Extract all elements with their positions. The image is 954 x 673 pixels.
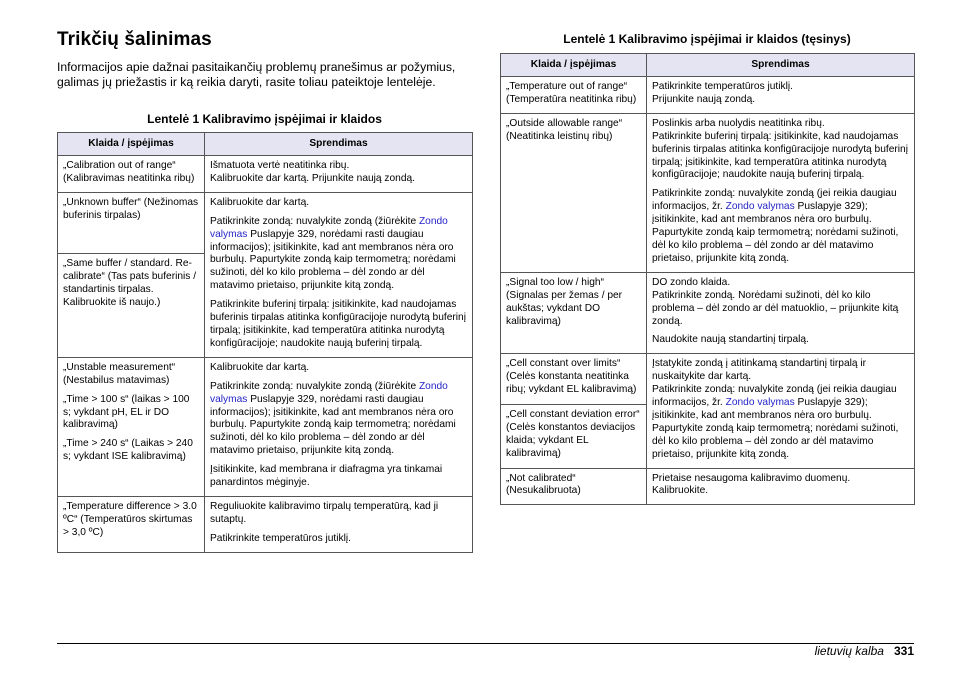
table-row (501, 113, 915, 272)
zondo-valymas-link[interactable]: Zondo valymas (210, 380, 448, 405)
solution-text: Patikrinkite zondą: nuvalykite zondą (jei reikia daugiau informacijos, žr. Zondo valymas Puslapyje 329); įsitikinkite, kad ant membranos nėra oro burbulų. Papurtykite zondą kaip termometrą; norėdami sužinoti, dėl ko kilo problema – dėl zondo ar dėl matavimo prietaiso, prijunkite kitą zondą. (652, 188, 899, 264)
solution-text: Išmatuota vertė neatitinka ribų. Kalibruokite dar kartą. Prijunkite naują zondą. (210, 160, 415, 184)
error-cell (501, 468, 647, 505)
error-text: „Not calibrated“ (Nesukalibruota) (506, 472, 581, 497)
table1-header-solution: Sprendimas (205, 133, 473, 156)
table2-header-error: Klaida / įspėjimas (501, 54, 647, 77)
solution-text: Patikrinkite temperatūros jutiklį. Prijunkite naują zondą. (652, 81, 793, 105)
error-cell (501, 404, 647, 468)
solution-cell (205, 192, 473, 357)
error-text: „Outside allowable range“ (Neatitinka leistinų ribų) (506, 117, 623, 142)
solution-text: Prietaise nesaugoma kalibravimo duomenų. Kalibruokite. (652, 472, 851, 497)
solution-text: Poslinkis arba nuolydis neatitinka ribų. Patikrinkite buferinį tirpalą: įsitikinkite, kad naudojamas buferinis tirpalas atitinka konfigūracijoje nurodytą buferinį tirpalą; įsitikinkite, kad temperatūra atitinka nurodytą konfigūracijoje; naudokite naują buferinį tirpalą. (652, 117, 908, 181)
page-footer (815, 644, 914, 658)
error-text: „Signal too low / high“ (Signalas per žemas / per aukštas; vykdant DO kalibravimą) (506, 276, 623, 327)
calibration-errors-table-continued (500, 53, 915, 505)
solution-cell (205, 496, 473, 552)
solution-text: Kalibruokite dar kartą. (210, 196, 310, 208)
solution-cell (647, 77, 915, 114)
error-cell (501, 77, 647, 114)
table2-header-solution: Sprendimas (647, 54, 915, 77)
footer-divider (57, 643, 914, 644)
table1-header-error: Klaida / įspėjimas (58, 133, 205, 156)
table-row (58, 192, 473, 253)
error-cell (501, 113, 647, 272)
calibration-errors-table (57, 132, 473, 553)
error-text: „Same buffer / standard. Re-calibrate“ (Tas pats buferinis / standartinis tirpalas. Kalibruokite iš naujo.) (63, 257, 197, 308)
error-cell (58, 156, 205, 193)
zondo-valymas-link[interactable]: Zondo valymas (725, 397, 795, 409)
solution-text: Patikrinkite zondą: nuvalykite zondą (žiūrėkite Zondo valymas Puslapyje 329, norėdami rasti daugiau informacijos); įsitikinkite, kad ant membranos nėra oro burbulų. Papurtykite zondą kaip termometrą; norėdami sužinoti, dėl ko kilo problema – dėl zondo ar dėl matavimo prietaiso, prijunkite kitą zondą. (210, 215, 456, 292)
solution-cell (647, 354, 915, 468)
table-row (501, 354, 915, 405)
solution-cell (205, 156, 473, 193)
solution-text: Patikrinkite zondą: nuvalykite zondą (žiūrėkite Zondo valymas Puslapyje 329, norėdami rasti daugiau informacijos); įsitikinkite, kad ant membranos nėra oro burbulų. Papurtykite zondą kaip termometrą; norėdami sužinoti, dėl ko kilo problema – dėl zondo ar dėl matavimo prietaiso, prijunkite kitą zondą. (210, 380, 456, 457)
error-text: „Calibration out of range“ (Kalibravimas neatitinka ribų) (63, 160, 195, 184)
error-text: „Unknown buffer“ (Nežinomas buferinis tirpalas) (63, 196, 199, 221)
table-row (58, 156, 473, 193)
error-text: „Time > 240 s“ (Laikas > 240 s; vykdant ISE kalibravimą) (63, 438, 193, 463)
solution-text: Patikrinkite temperatūros jutiklį. (210, 532, 351, 544)
solution-text: Įstatykite zondą į atitinkamą standartinį tirpalą ir nuskaitykite dar kartą. Patikrinkite zondą: nuvalykite zondą (jei reikia daugiau informacijos, žr. Zondo valymas Puslapyje 329); įsitikinkite, kad ant membranos nėra oro burbulų. Papurtykite zondą kaip termometrą; norėdami sužinoti, dėl ko kilo problema – dėl zondo ar dėl matavimo prietaiso, prijunkite kitą zondą. (652, 358, 899, 460)
footer-language: lietuvių kalba (814, 644, 884, 658)
error-cell (58, 496, 205, 552)
solution-text: Patikrinkite buferinį tirpalą: įsitikinkite, kad naudojamas buferinis tirpalas atitinka konfigūracijoje nurodytą buferinį tirpalą; įsitikinkite, kad temperatūra atitinka nurodytą konfigūracijoje; naudokite naują buferinį tirpalą. (210, 299, 466, 349)
solution-text: Kalibruokite dar kartą. (210, 361, 310, 373)
page-title: Trikčių šalinimas (57, 29, 212, 50)
solution-cell (647, 272, 915, 354)
solution-cell (647, 113, 915, 272)
error-text: „Time > 100 s“ (laikas > 100 s; vykdant pH, EL ir DO kalibravimą) (63, 393, 190, 431)
error-cell (501, 354, 647, 405)
table-row (58, 496, 473, 552)
error-text: „Cell constant deviation error“ (Celės konstantos deviacijos klaida; vykdant EL kalibravimą) (506, 408, 640, 459)
zondo-valymas-link[interactable]: Zondo valymas (725, 201, 795, 213)
error-cell (58, 357, 205, 496)
table2-caption: Lentelė 1 Kalibravimo įspėjimai ir klaidos (tęsinys) (563, 32, 851, 46)
solution-cell (647, 468, 915, 505)
error-cell (58, 253, 205, 357)
solution-text: Įsitikinkite, kad membrana ir diafragma yra tinkamai panardintos mėginyje. (210, 464, 443, 489)
error-text: „Unstable measurement“ (Nestabilus matavimas) (63, 361, 176, 386)
table-row (58, 357, 473, 496)
solution-text: Reguliuokite kalibravimo tirpalų temperatūrą, kad ji sutaptų. (210, 500, 439, 525)
table-row (501, 77, 915, 114)
table-row (501, 272, 915, 354)
error-cell (58, 192, 205, 253)
intro-paragraph: Informacijos apie dažnai pasitaikančių problemų pranešimus ar požymius, galimas jų priežastis ir ką reikia daryti, rasite toliau pateiktoje lentelėje. (57, 60, 456, 90)
error-cell (501, 272, 647, 354)
zondo-valymas-link[interactable]: Zondo valymas (210, 215, 448, 240)
page-number: 331 (893, 644, 914, 658)
error-text: „Temperature out of range“ (Temperatūra neatitinka ribų) (506, 81, 637, 105)
solution-text: Naudokite naują standartinį tirpalą. (652, 334, 809, 346)
solution-text: DO zondo klaida. Patikrinkite zondą. Norėdami sužinoti, dėl ko kilo problema – dėl zondo ar dėl matuoklio, – prijunkite kitą zondą. (652, 276, 899, 327)
error-text: „Temperature difference > 3.0 ºC“ (Temperatūros skirtumas > 3,0 ºC) (63, 500, 197, 538)
solution-cell (205, 357, 473, 496)
table-row (501, 468, 915, 505)
error-text: „Cell constant over limits“ (Celės konstanta neatitinka ribų; vykdant EL kalibravimą) (506, 358, 637, 396)
table1-caption: Lentelė 1 Kalibravimo įspėjimai ir klaidos (147, 112, 382, 126)
